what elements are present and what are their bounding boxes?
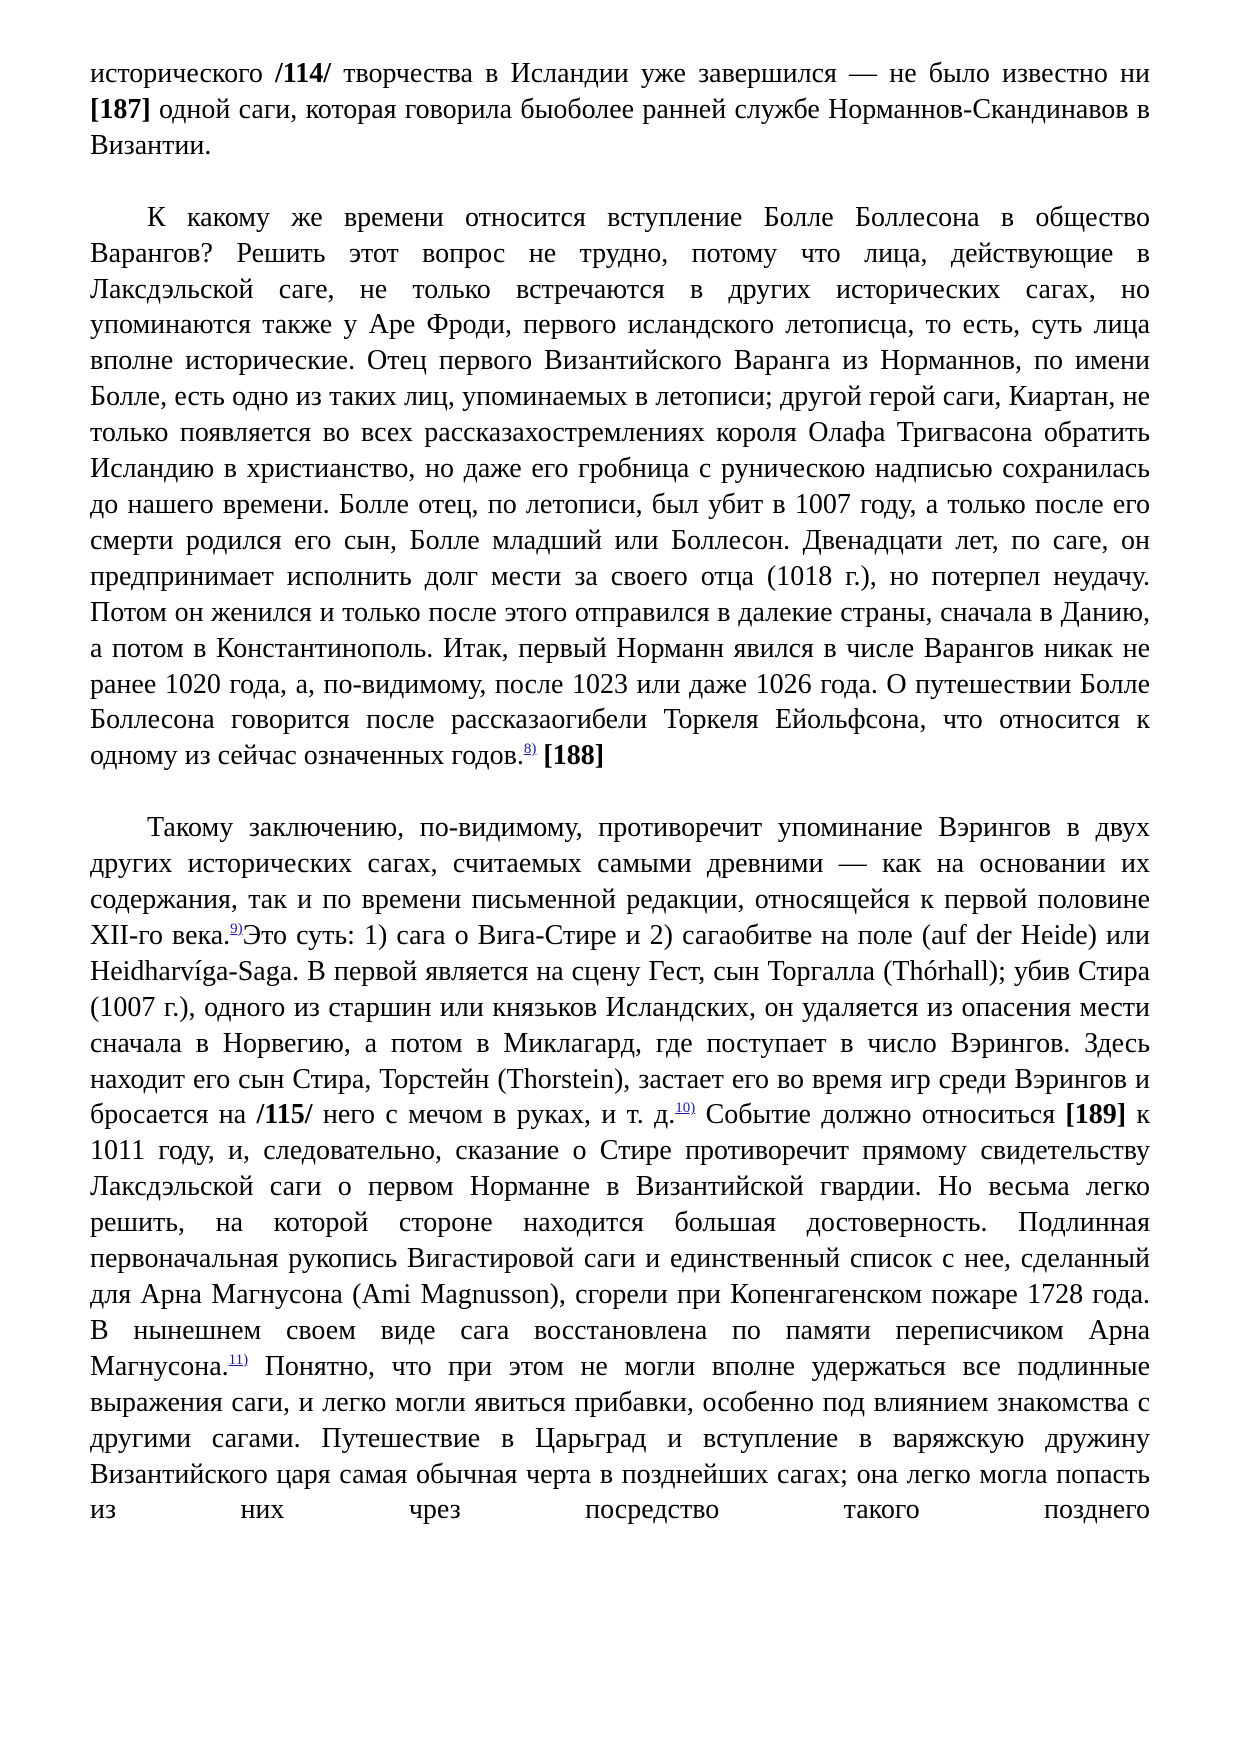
page-marker: /114/: [275, 58, 332, 89]
page-marker: /115/: [256, 1099, 313, 1131]
paragraph: [90, 200, 1150, 775]
paragraph-text: Это суть: 1) сага о Вига-Стире и 2) сагаобитве на поле (auf der Heide) или Heidharvíga-Saga. В первой является на сцену Гест, сын Торгалла (Thórhall); убив Стира (1007 г.), одного из старшин или князьков Исландских, он удаляется из опасения мести сначала в Норвегию, а потом в Миклагард, где поступает в число Вэрингов. Здесь находит его сын Стира, Торстейн (Thorstein), застает его во время игр среди Вэрингов и бросается на: [90, 919, 1150, 1131]
paragraph-text: исторического: [90, 58, 276, 89]
paragraph-text: К какому же времени относится вступление Болле Боллесона в общество Варангов? Решить этот вопрос не трудно, потому что лица, действующие в Лаксдэльской саге, не только встречаются в других исторических сагах, но упоминаются также у Аре Фроди, первого исландского летописца, то есть, суть лица вполне исторические. Отец первого Византийского Варанга из Норманнов, по имени Болле, есть одно из таких лиц, упоминаемых в летописи; другой герой саги, Киартан, не только появляется во всех рассказахостремлениях короля Олафа Тригвасона обратить Исландию в христианство, но даже его гробница с руническою надписью сохранилась до нашего времени. Болле отец, по летописи, был убит в 1007 году, а только после его смерти родился его сын, Болле младший или Боллесон. Двенадцати лет, по саге, он предпринимает исполнить долг мести за своего отца (1018 г.), но потерпел неудачу. Потом он женился и только после этого отправился в далекие страны, сначала в Данию, а потом в Константинополь. Итак, первый Норманн явился в числе Варангов никак не ранее 1020 года, а, по-видимому, после 1023 или даже 1026 года. О путешествии Болле Боллесона говорится после рассказаогибели Торкеля Ейольфсона, что относится к одному из сейчас означенных годов.: [90, 201, 1150, 772]
paragraph: [90, 810, 1150, 1528]
page-marker: [188]: [543, 740, 605, 772]
paragraph-text: творчества в Исландии уже завершился — не было известно ни: [331, 58, 1150, 89]
footnote-link[interactable]: 11): [228, 1351, 249, 1368]
page-marker: [187]: [90, 93, 151, 125]
paragraph-text: него с мечом в руках, и т. д.: [312, 1099, 676, 1131]
paragraph-text: Понятно, что при этом не могли вполне удержаться все подлинные выражения саги, и легко могли явиться прибавки, особенно под влиянием знакомства с другими сагами. Путешествие в Царьград и вступление в варяжскую дружину Византийского царя самая обычная черта в позднейших сагах; она легко могла попасть из них чрез посредство такого позднего: [90, 1350, 1150, 1526]
paragraph-text: к 1011 году, и, следовательно, сказание о Стире противоречит прямому свидетельству Лаксдэльской саги о первом Норманне в Византийской гвардии. Но весьма легко решить, на которой стороне находится большая достоверность. Подлинная первоначальная рукопись Вигастировой саги и единственный список с нее, сделанный для Арна Магнусона (Ami Magnusson), сгорели при Копенгагенском пожаре 1728 года. В нынешнем своем виде сага восстановлена по памяти переписчиком Арна Магнусона.: [90, 1099, 1150, 1382]
paragraph-text: Событие должно относиться: [695, 1099, 1066, 1131]
paragraph: [90, 56, 1150, 164]
footnote-link[interactable]: 8): [523, 741, 537, 758]
page-marker: [189]: [1065, 1099, 1127, 1131]
footnote-link[interactable]: 9): [230, 920, 243, 937]
paragraph-text: Такому заключению, по-видимому, противоречит упоминание Вэрингов в двух других исторических сагах, считаемых самыми древними — как на основании их содержания, так и по времени письменной редакции, относящейся к первой половине XII-го века.: [90, 812, 1150, 951]
footnote-link[interactable]: 10): [675, 1100, 696, 1117]
paragraph-text: одной саги, которая говорила быоболее ранней службе Норманнов-Скандинавов в Византии.: [90, 93, 1150, 161]
